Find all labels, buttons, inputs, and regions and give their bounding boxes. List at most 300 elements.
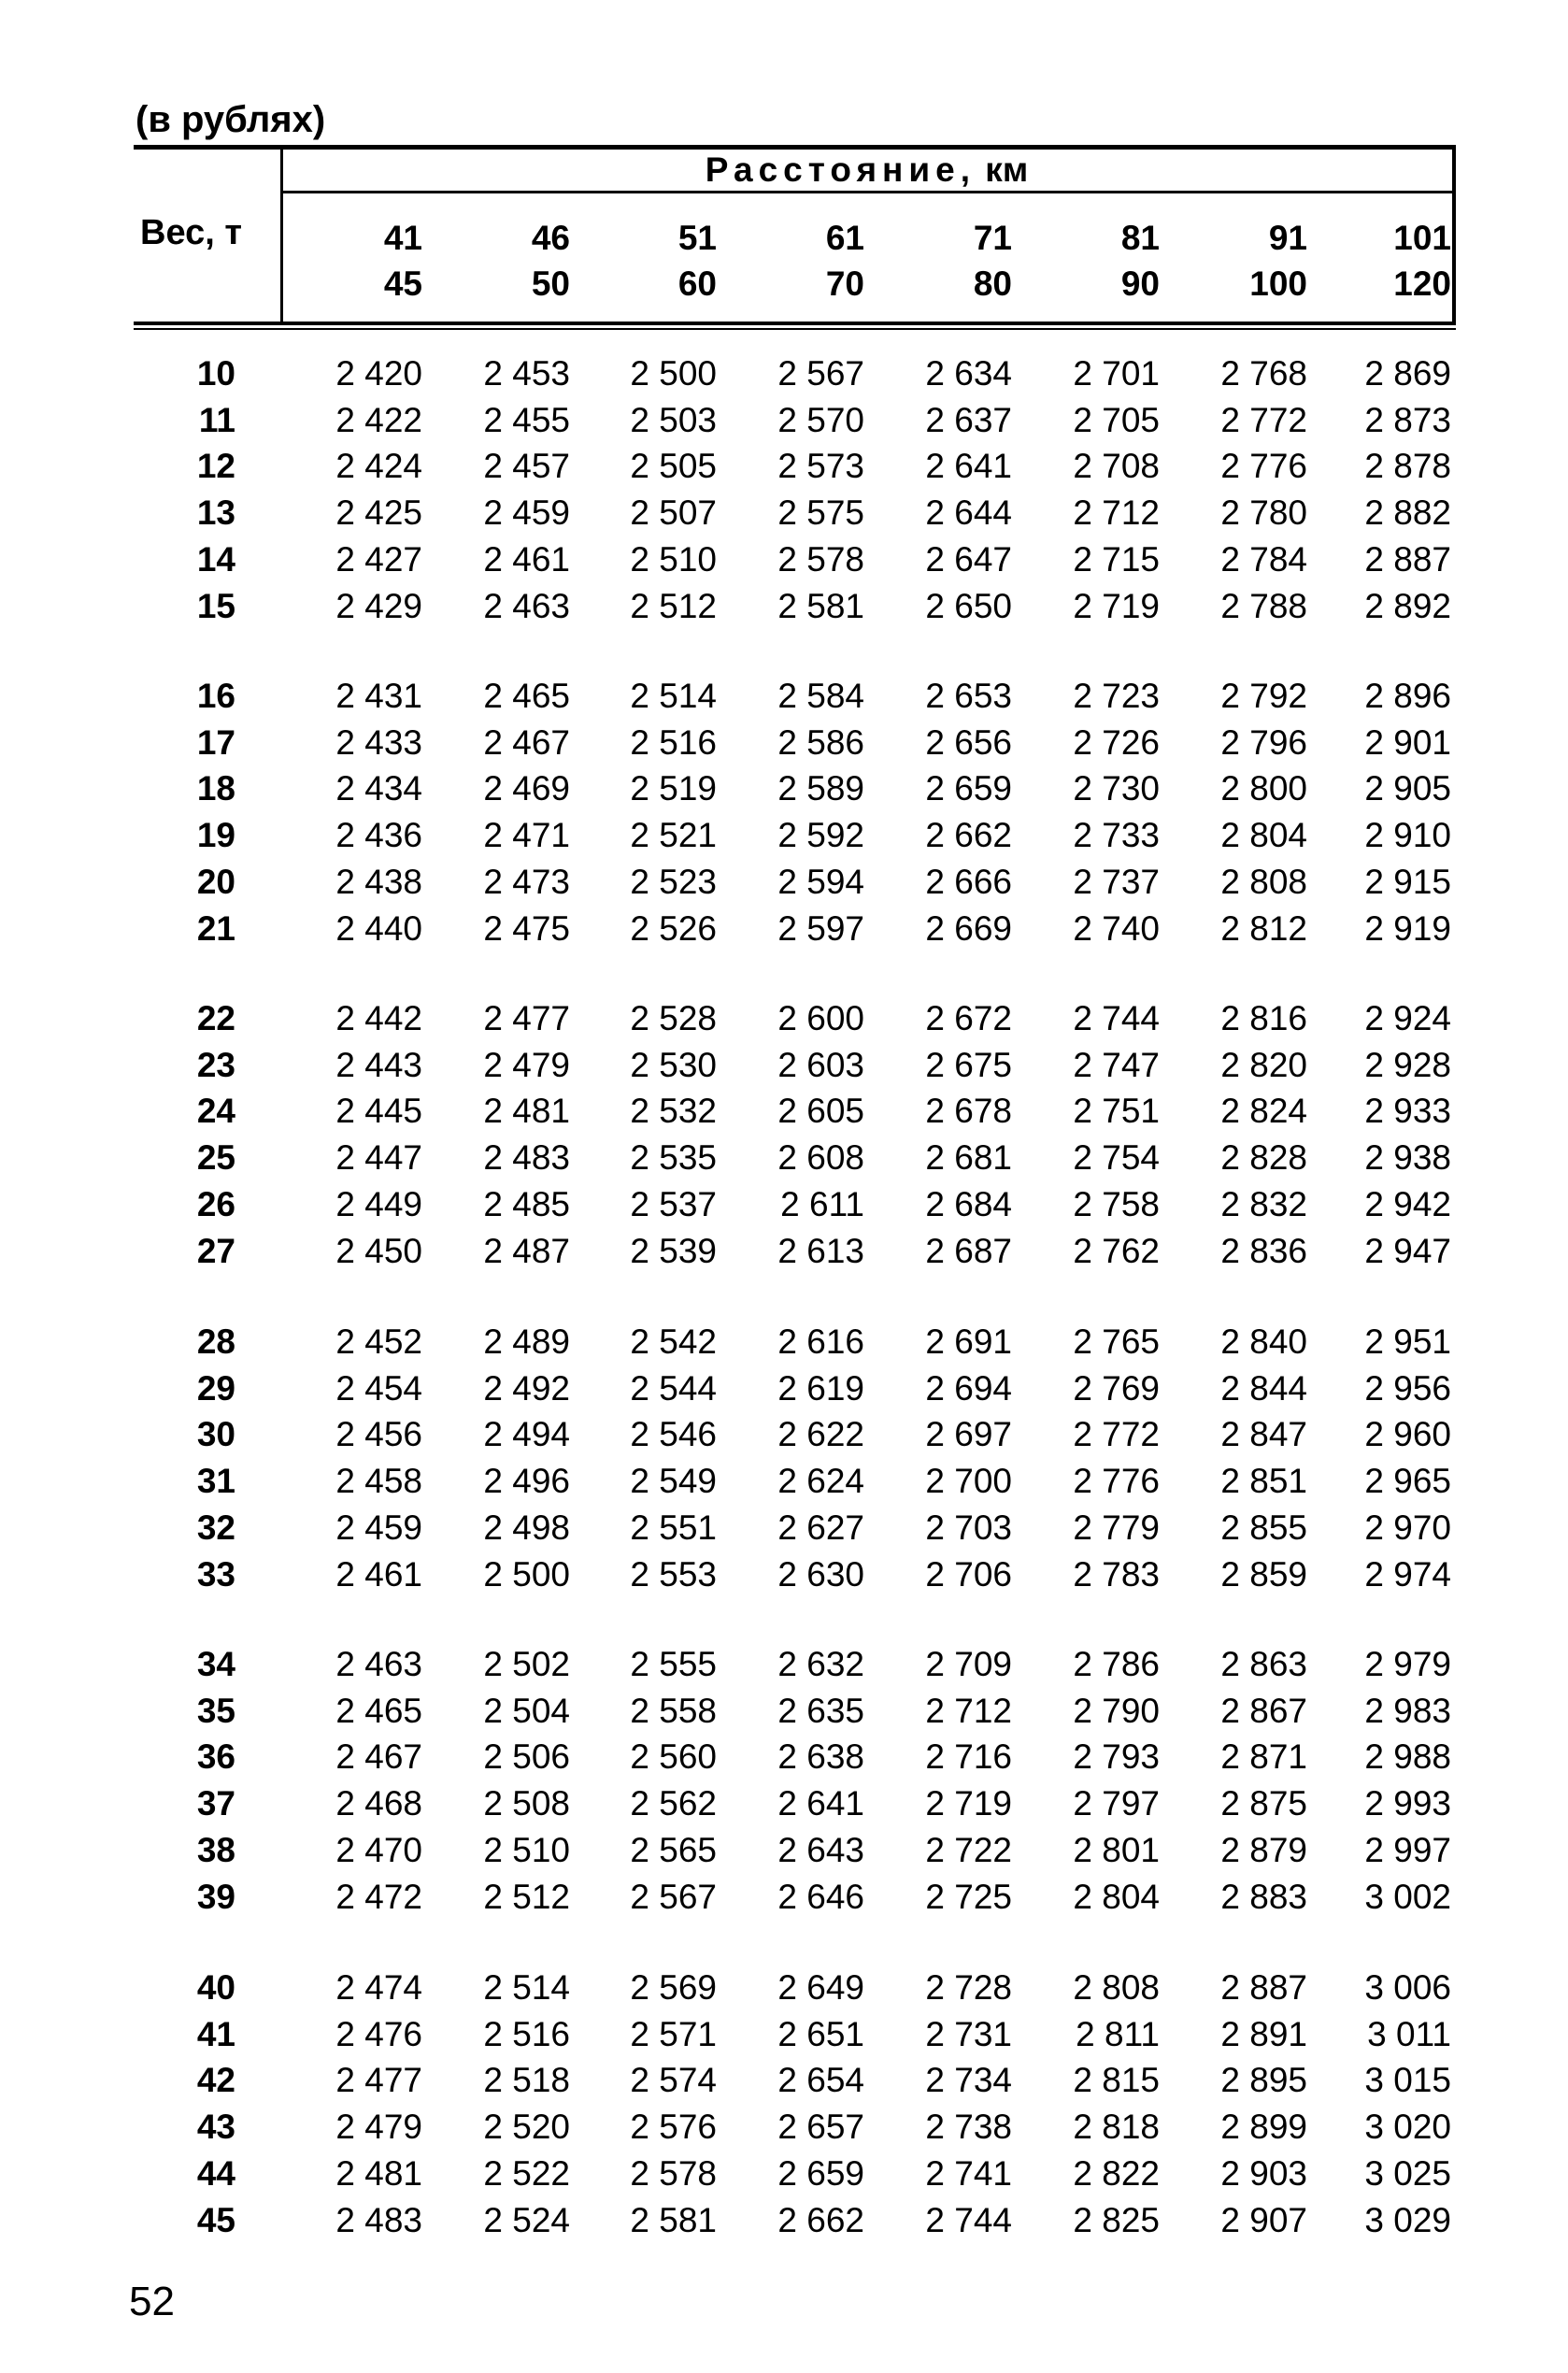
price-cell: 2 589 [777,769,864,808]
range-from-3: 61 [825,219,864,257]
price-cell: 2 816 [1220,999,1307,1037]
weight-cell: 42 [196,2061,235,2099]
price-cell: 2 471 [483,816,570,854]
table-row [0,908,1568,950]
weight-cell: 33 [196,1555,235,1594]
price-cell: 2 878 [1364,447,1451,485]
price-cell: 2 811 [1076,2015,1160,2053]
price-cell: 2 522 [483,2154,570,2193]
price-cell: 2 634 [925,354,1012,393]
table-row [0,539,1568,580]
price-cell: 2 895 [1220,2061,1307,2099]
price-cell: 2 804 [1220,816,1307,854]
price-cell: 2 873 [1364,401,1451,439]
price-cell: 2 687 [925,1232,1012,1270]
price-cell: 2 494 [483,1415,570,1453]
price-cell: 2 956 [1364,1369,1451,1408]
price-cell: 2 738 [925,2108,1012,2146]
table-row [0,1554,1568,1595]
price-cell: 2 776 [1073,1462,1160,1500]
price-cell: 2 597 [777,909,864,948]
price-cell: 2 475 [483,909,570,948]
price-cell: 2 719 [1073,587,1160,625]
price-cell: 2 555 [630,1645,717,1683]
weight-cell: 15 [196,587,235,625]
price-cell: 2 772 [1073,1415,1160,1453]
price-cell: 2 516 [630,723,717,762]
price-cell: 3 006 [1364,1968,1451,2007]
price-cell: 2 578 [777,540,864,579]
price-cell: 2 970 [1364,1508,1451,1547]
price-cell: 2 899 [1220,2108,1307,2146]
price-cell: 2 840 [1220,1322,1307,1361]
price-cell: 2 779 [1073,1508,1160,1547]
price-cell: 2 997 [1364,1831,1451,1869]
price-cell: 2 524 [483,2201,570,2239]
price-cell: 2 526 [630,909,717,948]
price-cell: 2 508 [483,1784,570,1823]
weight-cell: 41 [196,2015,235,2053]
price-cell: 2 851 [1220,1462,1307,1500]
price-cell: 2 938 [1364,1138,1451,1177]
price-cell: 2 855 [1220,1508,1307,1547]
price-cell: 2 979 [1364,1645,1451,1683]
price-cell: 2 726 [1073,723,1160,762]
price-cell: 2 769 [1073,1369,1160,1408]
weight-cell: 11 [198,401,235,439]
price-cell: 2 715 [1073,540,1160,579]
price-cell: 2 820 [1220,1046,1307,1084]
price-cell: 2 567 [777,354,864,393]
price-cell: 2 510 [630,540,717,579]
price-cell: 2 832 [1220,1185,1307,1223]
price-cell: 3 020 [1364,2108,1451,2146]
table-row [0,998,1568,1039]
price-cell: 2 592 [777,816,864,854]
price-cell: 2 708 [1073,447,1160,485]
price-cell: 2 983 [1364,1692,1451,1730]
weight-cell: 28 [196,1322,235,1361]
price-cell: 2 883 [1220,1878,1307,1916]
price-cell: 3 011 [1367,2015,1451,2053]
price-cell: 2 801 [1073,1831,1160,1869]
price-cell: 2 483 [335,2201,422,2239]
price-cell: 2 454 [335,1369,422,1408]
range-from-6: 91 [1268,219,1307,257]
table-row [0,1644,1568,1685]
price-cell: 2 863 [1220,1645,1307,1683]
range-from-2: 51 [677,219,717,257]
table-row [0,1322,1568,1363]
price-cell: 2 822 [1073,2154,1160,2193]
price-cell: 2 700 [925,1462,1012,1500]
price-cell: 2 768 [1220,354,1307,393]
table-row [0,722,1568,764]
price-cell: 2 762 [1073,1232,1160,1270]
price-cell: 2 481 [483,1092,570,1130]
price-cell: 2 453 [483,354,570,393]
price-cell: 2 445 [335,1092,422,1130]
price-cell: 2 859 [1220,1555,1307,1594]
price-cell: 2 666 [925,863,1012,901]
price-cell: 2 455 [483,401,570,439]
weight-cell: 38 [196,1831,235,1869]
price-cell: 2 672 [925,999,1012,1037]
price-cell: 2 544 [630,1369,717,1408]
range-to-6: 100 [1249,264,1307,303]
price-cell: 2 960 [1364,1415,1451,1453]
price-cell: 2 649 [777,1968,864,2007]
weight-cell: 10 [196,354,235,393]
table-row [0,1137,1568,1179]
table-row [0,2200,1568,2241]
table-row [0,1045,1568,1086]
price-cell: 2 712 [1073,493,1160,532]
price-cell: 2 470 [335,1831,422,1869]
price-cell: 2 594 [777,863,864,901]
price-cell: 2 796 [1220,723,1307,762]
table-row [0,815,1568,856]
price-cell: 2 641 [925,447,1012,485]
table-row [0,1877,1568,1918]
price-cell: 2 703 [925,1508,1012,1547]
price-cell: 2 537 [630,1185,717,1223]
price-cell: 3 029 [1364,2201,1451,2239]
price-cell: 2 422 [335,401,422,439]
price-cell: 2 523 [630,863,717,901]
weight-cell: 39 [196,1878,235,1916]
price-cell: 2 436 [335,816,422,854]
price-cell: 2 659 [925,769,1012,808]
price-cell: 2 487 [483,1232,570,1270]
page-number: 52 [129,2279,175,2324]
price-cell: 2 504 [483,1692,570,1730]
price-cell: 2 425 [335,493,422,532]
price-cell: 2 947 [1364,1232,1451,1270]
range-from-7: 101 [1393,219,1451,257]
price-cell: 2 812 [1220,909,1307,948]
price-cell: 2 903 [1220,2154,1307,2193]
price-cell: 2 793 [1073,1737,1160,1776]
price-cell: 2 500 [483,1555,570,1594]
price-cell: 2 875 [1220,1784,1307,1823]
table-row [0,1737,1568,1778]
price-cell: 2 461 [483,540,570,579]
distance-title-unit: км [985,150,1029,189]
price-cell: 2 512 [630,587,717,625]
price-cell: 2 747 [1073,1046,1160,1084]
price-cell: 2 514 [483,1968,570,2007]
price-cell: 2 915 [1364,863,1451,901]
table-row [0,2153,1568,2194]
price-cell: 2 518 [483,2061,570,2099]
price-cell: 2 569 [630,1968,717,2007]
price-cell: 2 905 [1364,769,1451,808]
price-cell: 2 465 [335,1692,422,1730]
price-cell: 2 539 [630,1232,717,1270]
price-cell: 2 586 [777,723,864,762]
price-cell: 2 723 [1073,677,1160,715]
price-cell: 2 701 [1073,354,1160,393]
price-cell: 2 600 [777,999,864,1037]
table-row [0,446,1568,487]
range-from-0: 41 [383,219,422,257]
price-cell: 2 429 [335,587,422,625]
price-cell: 2 669 [925,909,1012,948]
price-cell: 2 461 [335,1555,422,1594]
table-row [0,1508,1568,1549]
table-row [0,353,1568,394]
price-cell: 2 728 [925,1968,1012,2007]
weight-cell: 23 [196,1046,235,1084]
price-cell: 2 818 [1073,2108,1160,2146]
price-cell: 2 468 [335,1784,422,1823]
price-cell: 2 632 [777,1645,864,1683]
range-from-5: 81 [1120,219,1160,257]
price-cell: 2 530 [630,1046,717,1084]
price-cell: 2 891 [1220,2015,1307,2053]
price-cell: 2 469 [483,769,570,808]
price-cell: 2 887 [1364,540,1451,579]
price-cell: 2 684 [925,1185,1012,1223]
table-row [0,2107,1568,2148]
price-cell: 2 786 [1073,1645,1160,1683]
price-cell: 2 783 [1073,1555,1160,1594]
price-cell: 2 567 [630,1878,717,1916]
price-cell: 2 505 [630,447,717,485]
price-cell: 2 542 [630,1322,717,1361]
price-cell: 2 892 [1364,587,1451,625]
price-cell: 2 562 [630,1784,717,1823]
price-cell: 2 506 [483,1737,570,1776]
table-row [0,1231,1568,1272]
price-cell: 2 498 [483,1508,570,1547]
price-cell: 2 681 [925,1138,1012,1177]
price-cell: 2 879 [1220,1831,1307,1869]
price-cell: 2 474 [335,1968,422,2007]
weight-cell: 37 [196,1784,235,1823]
weight-cell: 35 [196,1692,235,1730]
price-cell: 2 459 [335,1508,422,1547]
price-cell: 2 463 [483,587,570,625]
price-cell: 2 503 [630,401,717,439]
price-cell: 2 662 [925,816,1012,854]
price-cell: 2 514 [630,677,717,715]
price-cell: 2 613 [777,1232,864,1270]
table-row [0,1368,1568,1409]
price-cell: 2 512 [483,1878,570,1916]
price-cell: 2 653 [925,677,1012,715]
table-row [0,1783,1568,1824]
price-cell: 2 549 [630,1462,717,1500]
price-cell: 2 427 [335,540,422,579]
unit-note: (в рублях) [135,99,326,140]
price-cell: 2 450 [335,1232,422,1270]
range-to-2: 60 [677,264,717,303]
weight-column-label: Вес, т [140,213,242,252]
weight-cell: 34 [196,1645,235,1683]
price-cell: 2 808 [1220,863,1307,901]
price-cell: 2 467 [335,1737,422,1776]
price-cell: 2 706 [925,1555,1012,1594]
price-cell: 2 420 [335,354,422,393]
price-cell: 2 532 [630,1092,717,1130]
table-row [0,768,1568,809]
price-cell: 2 744 [1073,999,1160,1037]
price-cell: 2 744 [925,2201,1012,2239]
price-cell: 2 733 [1073,816,1160,854]
weight-cell: 36 [196,1737,235,1776]
price-cell: 2 507 [630,493,717,532]
price-cell: 2 734 [925,2061,1012,2099]
price-cell: 2 565 [630,1831,717,1869]
table-row [0,493,1568,534]
price-cell: 2 993 [1364,1784,1451,1823]
price-cell: 2 431 [335,677,422,715]
table-row [0,1967,1568,2008]
price-cell: 2 790 [1073,1692,1160,1730]
table-row [0,1691,1568,1732]
price-cell: 2 942 [1364,1185,1451,1223]
table-row [0,676,1568,717]
weight-cell: 26 [196,1185,235,1223]
price-cell: 2 694 [925,1369,1012,1408]
price-cell: 2 616 [777,1322,864,1361]
price-cell: 2 792 [1220,677,1307,715]
price-cell: 2 578 [630,2154,717,2193]
weight-cell: 24 [196,1092,235,1130]
price-cell: 2 887 [1220,1968,1307,2007]
price-cell: 2 919 [1364,909,1451,948]
table-row [0,1461,1568,1502]
price-cell: 2 551 [630,1508,717,1547]
price-cell: 2 553 [630,1555,717,1594]
price-cell: 2 449 [335,1185,422,1223]
table-row [0,586,1568,627]
weight-cell: 30 [196,1415,235,1453]
price-cell: 2 479 [335,2108,422,2146]
price-cell: 2 741 [925,2154,1012,2193]
price-cell: 2 847 [1220,1415,1307,1453]
price-cell: 2 709 [925,1645,1012,1683]
price-cell: 2 477 [335,2061,422,2099]
range-to-0: 45 [383,264,422,303]
weight-cell: 13 [196,493,235,532]
price-cell: 2 751 [1073,1092,1160,1130]
price-cell: 2 754 [1073,1138,1160,1177]
price-cell: 2 825 [1073,2201,1160,2239]
price-cell: 2 651 [777,2015,864,2053]
header-bottom-rule [134,322,1456,325]
price-cell: 2 463 [335,1645,422,1683]
price-cell: 2 719 [925,1784,1012,1823]
price-cell: 2 643 [777,1831,864,1869]
table-row [0,1830,1568,1871]
weight-cell: 45 [196,2201,235,2239]
price-cell: 2 725 [925,1878,1012,1916]
price-cell: 2 951 [1364,1322,1451,1361]
weight-cell: 21 [196,909,235,948]
price-cell: 2 871 [1220,1737,1307,1776]
price-cell: 2 965 [1364,1462,1451,1500]
price-cell: 2 731 [925,2015,1012,2053]
price-cell: 2 458 [335,1462,422,1500]
price-cell: 2 882 [1364,493,1451,532]
price-cell: 2 804 [1073,1878,1160,1916]
range-to-4: 80 [973,264,1012,303]
weight-cell: 19 [196,816,235,854]
price-cell: 2 546 [630,1415,717,1453]
price-cell: 2 520 [483,2108,570,2146]
price-cell: 2 659 [777,2154,864,2193]
price-cell: 2 603 [777,1046,864,1084]
price-cell: 2 456 [335,1415,422,1453]
price-cell: 2 584 [777,677,864,715]
price-cell: 2 477 [483,999,570,1037]
price-cell: 2 780 [1220,493,1307,532]
price-cell: 2 608 [777,1138,864,1177]
price-cell: 2 622 [777,1415,864,1453]
price-cell: 2 476 [335,2015,422,2053]
table-row [0,1414,1568,1455]
table-row [0,1091,1568,1132]
header-bottom-rule-thin [134,328,1456,330]
range-to-3: 70 [825,264,864,303]
price-cell: 2 869 [1364,354,1451,393]
price-cell: 2 678 [925,1092,1012,1130]
price-cell: 2 641 [777,1784,864,1823]
price-cell: 2 434 [335,769,422,808]
price-cell: 2 910 [1364,816,1451,854]
price-cell: 2 705 [1073,401,1160,439]
price-cell: 2 901 [1364,723,1451,762]
header-subrule [280,191,1453,193]
price-cell: 2 516 [483,2015,570,2053]
price-cell: 2 624 [777,1462,864,1500]
weight-cell: 17 [196,723,235,762]
price-cell: 2 824 [1220,1092,1307,1130]
price-cell: 2 443 [335,1046,422,1084]
price-cell: 2 574 [630,2061,717,2099]
price-cell: 2 638 [777,1737,864,1776]
weight-cell: 25 [196,1138,235,1177]
weight-cell: 29 [196,1369,235,1408]
weight-cell: 31 [196,1462,235,1500]
price-cell: 2 619 [777,1369,864,1408]
price-cell: 2 974 [1364,1555,1451,1594]
price-cell: 2 716 [925,1737,1012,1776]
price-cell: 3 002 [1364,1878,1451,1916]
price-cell: 2 440 [335,909,422,948]
weight-cell: 22 [196,999,235,1037]
price-cell: 2 459 [483,493,570,532]
price-cell: 2 740 [1073,909,1160,948]
price-cell: 2 928 [1364,1046,1451,1084]
price-cell: 2 433 [335,723,422,762]
price-cell: 2 521 [630,816,717,854]
price-cell: 2 776 [1220,447,1307,485]
price-cell: 2 737 [1073,863,1160,901]
weight-cell: 44 [196,2154,235,2193]
price-cell: 2 502 [483,1645,570,1683]
range-to-5: 90 [1120,264,1160,303]
price-cell: 2 472 [335,1878,422,1916]
weight-cell: 43 [196,2108,235,2146]
distance-title [280,150,1453,191]
weight-cell: 14 [196,540,235,579]
table-row [0,400,1568,441]
price-cell: 2 797 [1073,1784,1160,1823]
